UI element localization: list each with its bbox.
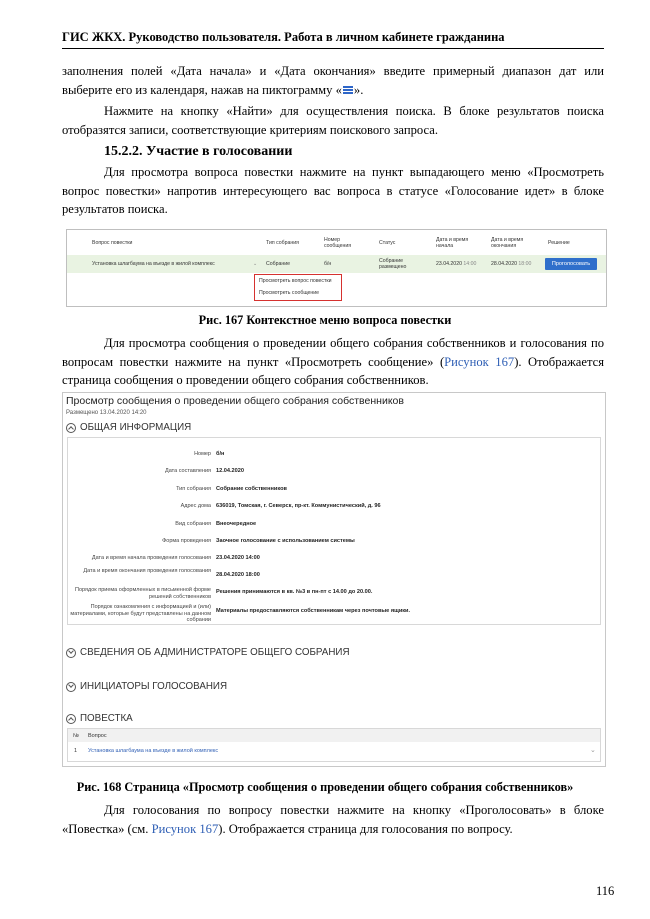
paragraph-text: Для просмотра сообщения о проведении общего собрания собственников и голосования по вопросам повестки нажмите на пункт «Просмотреть сообщение» (	[62, 336, 604, 369]
running-header: ГИС ЖКХ. Руководство пользователя. Работа в личном кабинете гражданина	[62, 30, 604, 49]
col-header: Тип собрания	[266, 240, 299, 246]
paragraph-date-range	[62, 62, 604, 99]
col-header: Номер сообщения	[324, 237, 352, 250]
paragraph-text: ). Отображается страница для голосования по вопросу.	[218, 821, 513, 836]
context-menu	[254, 274, 342, 301]
col-header: Вопрос	[88, 733, 107, 739]
general-info-box	[67, 437, 601, 625]
results-table-row[interactable]	[67, 255, 606, 273]
agenda-table-header	[68, 729, 600, 742]
field-label: Дата составления	[165, 468, 211, 474]
menu-item-view-question[interactable]: Просмотреть вопрос повестки	[259, 278, 332, 284]
cell-start	[436, 261, 476, 267]
col-header: Решение	[548, 240, 570, 246]
col-header: Дата и время окончания	[491, 237, 524, 250]
end-time: 18:00	[518, 261, 532, 267]
cell-question: Установка шлагбаума на въезде в жилой комплекс	[92, 261, 215, 267]
field-label: Дата и время окончания проведения голосования	[83, 568, 211, 574]
section-title: ОБЩАЯ ИНФОРМАЦИЯ	[80, 422, 192, 433]
cell-number: б/н	[324, 261, 332, 267]
agenda-row-question-link[interactable]: Установка шлагбаума на въезде в жилой комплекс	[88, 748, 219, 754]
paragraph-text: заполнения полей «Дата начала» и «Дата окончания» введите примерный диапазон дат или выберите его из календаря, нажав на пиктограмму «	[62, 64, 604, 97]
field-label: Номер	[194, 451, 211, 457]
field-value: Заочное голосование с использованием системы	[216, 538, 355, 544]
field-label: Тип собрания	[176, 486, 211, 492]
paragraph-vote	[62, 801, 604, 838]
cell-status: Собрание размещено	[379, 258, 407, 271]
figure-caption-168: Рис. 168 Страница «Просмотр сообщения о проведении общего собрания собственников»	[76, 780, 574, 794]
field-value: 636019, Томская, г. Северск, пр-кт. Коммунистический, д. 96	[216, 503, 381, 509]
page-number: 116	[596, 884, 615, 898]
cell-type: Собрание	[266, 261, 291, 267]
figure-link[interactable]: Рисунок 167	[444, 354, 515, 369]
field-label: Вид собрания	[175, 521, 211, 527]
start-date: 23.04.2020	[436, 261, 462, 267]
field-label: Адрес дома	[180, 503, 211, 509]
section-agenda-toggle[interactable]	[66, 713, 133, 724]
field-value: Решения принимаются в кв. №3 в пн-пт с 14.00 до 20.00.	[216, 589, 373, 595]
paragraph-text: ). Отображается страница сообщения о проведении общего собрания собственников.	[62, 354, 604, 388]
calendar-icon	[343, 86, 353, 95]
collapse-icon	[66, 714, 76, 724]
menu-item-view-message[interactable]: Просмотреть сообщение	[259, 290, 320, 296]
agenda-row-number: 1	[74, 748, 78, 754]
end-date: 28.04.2020	[491, 261, 517, 267]
section-admin-toggle[interactable]	[66, 647, 350, 658]
section-heading: 15.2.2. Участие в голосовании	[104, 144, 293, 159]
col-header: Статус	[379, 240, 396, 246]
cell-end	[491, 261, 531, 267]
field-value: б/н	[216, 451, 225, 457]
field-value: 12.04.2020	[216, 468, 244, 474]
figure-167-context-menu	[66, 229, 607, 307]
field-value: Собрание собственников	[216, 486, 287, 492]
results-table-header	[67, 230, 606, 254]
start-time: 14:00	[463, 261, 477, 267]
field-label: Порядок приема оформленных в письменной форме решений собственников	[75, 587, 211, 600]
figure-168-message-page	[62, 392, 606, 767]
field-value: Материалы предоставляются собственникам через почтовые ящики.	[216, 608, 411, 614]
field-label: Форма проведения	[162, 538, 211, 544]
figure-link[interactable]: Рисунок 167	[151, 821, 219, 836]
section-title: ПОВЕСТКА	[80, 713, 133, 724]
paragraph-text: Для голосования по вопросу повестки нажмите на кнопку «Проголосовать» в блоке «Повестка» (см.	[62, 803, 604, 836]
col-header: №	[73, 733, 79, 739]
agenda-table	[67, 728, 601, 762]
section-initiators-toggle[interactable]	[66, 681, 227, 692]
field-label: Порядок ознакомления с информацией и (или) материалами, которые будут представлены на данном собрании	[70, 604, 211, 624]
figure-caption-167: Рис. 167 Контекстное меню вопроса повестки	[198, 313, 452, 327]
expand-icon	[66, 648, 76, 658]
section-title: ИНИЦИАТОРЫ ГОЛОСОВАНИЯ	[80, 681, 228, 692]
field-value: Внеочередное	[216, 521, 257, 527]
collapse-icon	[66, 423, 76, 433]
posted-date: Размещено 13.04.2020 14:20	[66, 410, 147, 416]
section-general-toggle[interactable]	[66, 422, 191, 433]
paragraph-find: Нажмите на кнопку «Найти» для осуществления поиска. В блоке результатов поиска отобразятся записи, соответствующие критериям поискового запроса.	[62, 104, 604, 137]
paragraph-text: ».	[353, 82, 364, 97]
col-header: Дата и время начала	[436, 237, 469, 250]
section-title: СВЕДЕНИЯ ОБ АДМИНИСТРАТОРЕ ОБЩЕГО СОБРАНИЯ	[80, 647, 350, 658]
row-menu-chevron-icon[interactable]: ⌄	[253, 261, 258, 267]
paragraph-view-message	[62, 334, 604, 390]
field-value: 23.04.2020 14:00	[216, 555, 260, 561]
field-label: Дата и время начала проведения голосования	[91, 555, 211, 561]
expand-icon	[66, 682, 76, 692]
page-title: Просмотр сообщения о проведении общего собрания собственников	[66, 395, 404, 407]
vote-button[interactable]: Проголосовать	[545, 258, 597, 270]
paragraph-view-question: Для просмотра вопроса повестки нажмите на пункт выпадающего меню «Просмотреть вопрос повестки» напротив интересующего вас вопроса в статусе «Голосование идет» в блоке результатов поиска.	[62, 165, 604, 217]
field-value: 28.04.2020 18:00	[216, 572, 260, 578]
col-header: Вопрос повестки	[92, 240, 133, 246]
chevron-down-icon[interactable]: ⌄	[590, 747, 596, 754]
